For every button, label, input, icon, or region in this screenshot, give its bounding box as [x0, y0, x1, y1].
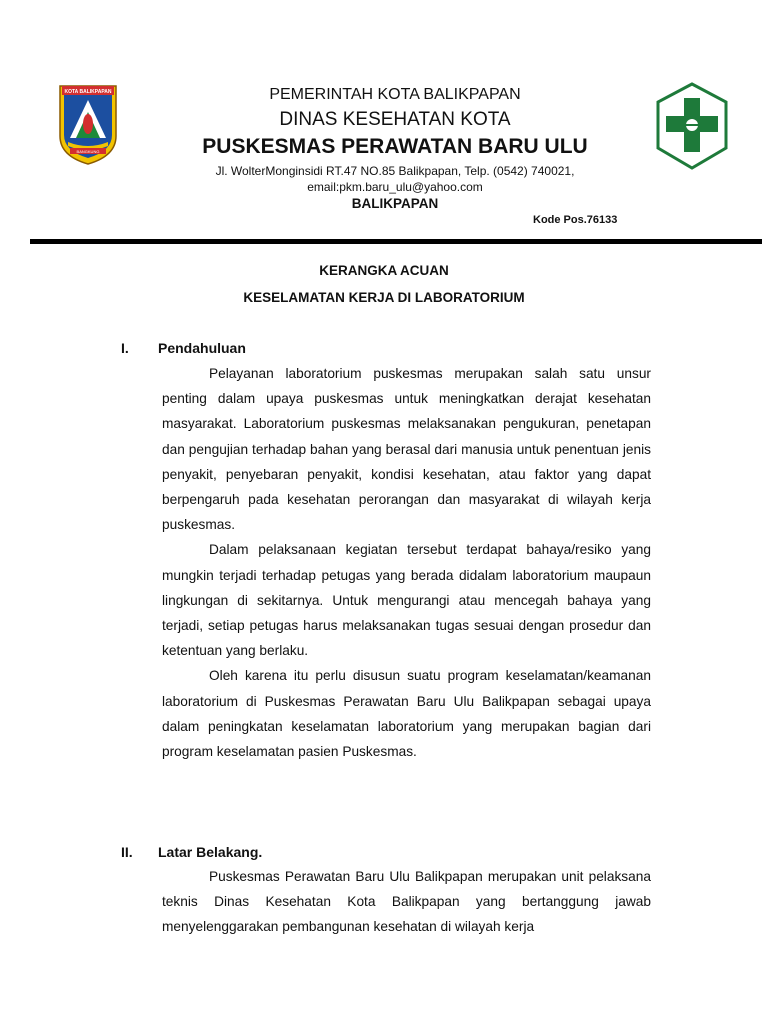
section-number: I.: [121, 340, 129, 356]
header-divider: [30, 239, 762, 244]
section-title: Pendahuluan: [158, 340, 246, 356]
institution-name: PUSKESMAS PERAWATAN BARU ULU: [202, 135, 588, 158]
section-body: [162, 361, 651, 764]
department-name: DINAS KESEHATAN KOTA: [279, 109, 511, 130]
emblem-bottom-text: BANGKUNG: [76, 149, 100, 154]
section-title: Latar Belakang.: [158, 844, 263, 860]
document-title: KERANGKA ACUAN: [319, 263, 449, 278]
postal-code: Kode Pos.76133: [533, 214, 618, 226]
address-line: Jl. WolterMonginsidi RT.47 NO.85 Balikpapan, Telp. (0542) 740021,: [215, 164, 575, 178]
city-line: BALIKPAPAN: [351, 196, 439, 211]
paragraph: Puskesmas Perawatan Baru Ulu Balikpapan merupakan unit pelaksana teknis Dinas Kesehatan Kota Balikpapan yang bertanggung jawab menyelenggarakan pembangunan kesehatan di wilayah kerja: [162, 869, 651, 935]
puskesmas-emblem: [656, 82, 728, 170]
kota-balikpapan-emblem: [56, 80, 120, 166]
government-name: PEMERINTAH KOTA BALIKPAPAN: [269, 86, 521, 103]
paragraph: Pelayanan laboratorium puskesmas merupakan salah satu unsur penting dalam upaya puskesmas untuk meningkatkan derajat kesehatan masyarakat. Laboratorium puskesmas melaksanakan pengukuran, penetapan dan pengujian terhadap bahan yang berasal dari manusia untuk penentuan jenis penyakit, penyebaran penyakit, kondisi kesehatan, atau faktor yang dapat berpengaruh pada kesehatan perorangan dan masyarakat di wilayah kerja puskesmas.: [162, 366, 651, 533]
document-subtitle: KESELAMATAN KERJA DI LABORATORIUM: [243, 290, 525, 305]
emblem-top-text: KOTA BALIKPAPAN: [64, 89, 112, 95]
section-number: II.: [121, 844, 133, 860]
paragraph: Oleh karena itu perlu disusun suatu program keselamatan/keamanan laboratorium di Puskesmas Perawatan Baru Ulu Balikpapan sebagai upaya dalam peningkatan keselamatan laboratorium yang merupakan bagian dari program keselamatan pasien Puskesmas.: [162, 668, 651, 760]
paragraph: Dalam pelaksanaan kegiatan tersebut terdapat bahaya/resiko yang mungkin terjadi terhadap petugas yang berada didalam laboratorium maupaun lingkungan di sekitarnya. Untuk mengurangi atau mencegah bahaya yang terjadi, setiap petugas harus melaksanakan tugas sesuai dengan prosedur dan ketentuan yang berlaku.: [162, 542, 651, 659]
section-body: [162, 864, 651, 940]
email-line: email:pkm.baru_ulu@yahoo.com: [307, 180, 483, 194]
